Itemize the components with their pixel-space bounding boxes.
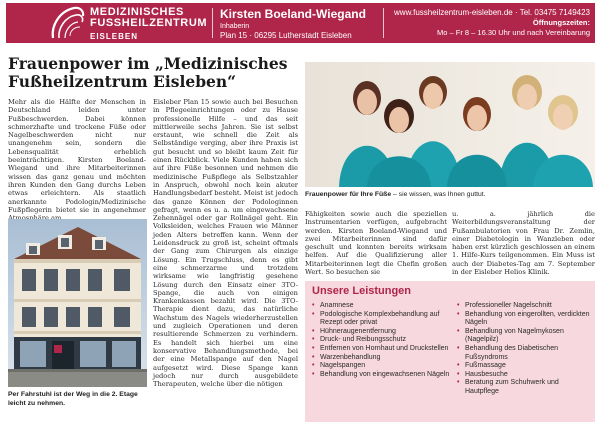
services-title: Unsere Leistungen <box>312 285 412 297</box>
brand-line-3: EISLEBEN <box>90 32 139 41</box>
service-item: • Behandlung des Diabetischen Fußsyndroms <box>457 345 591 362</box>
team-photo <box>305 62 595 187</box>
service-item: • Behandlung von eingewachsenen Nägeln <box>312 371 452 380</box>
service-item: • Entfernen von Hornhaut und Druckstellen <box>312 345 452 354</box>
services-box <box>305 281 595 422</box>
article-column-3: Fähigkeiten sowie auch die speziellen Instrumentarien verfügen, aufgebracht werden. Kirsten Boeland-Wiegand und zwei Mitarbeiterinnen sind dafür geschult und konnten bereits wirksam helfen. Auf die Qualifizierung aller Mitarbeiterinnen legt die Chefin großen Wert. So besuchen sie <box>305 210 447 277</box>
service-item: • Druck- und Reibungsschutz <box>312 336 452 345</box>
service-item: • Beratung zum Schuhwerk und Hautpflege <box>457 379 591 396</box>
owner-label: Inhaberin <box>220 23 250 30</box>
services-list-right <box>457 302 591 397</box>
building-photo <box>8 219 147 387</box>
service-item: • Behandlung von eingerollten, verdickten Nägeln <box>457 311 591 328</box>
team-caption-bold: Frauenpower für Ihre Füße <box>305 191 392 198</box>
header-divider <box>212 8 213 38</box>
hours-heading: Öffnungszeiten: <box>532 18 590 27</box>
service-item: • Professioneller Nagelschnitt <box>457 302 591 311</box>
service-item: • Hausbesuche <box>457 371 591 380</box>
service-item: • Behandlung von Nagelmykosen (Nagelpilz) <box>457 328 591 345</box>
service-item: • Fußmassage <box>457 362 591 371</box>
building-caption: Per Fahrstuhl ist der Weg in die 2. Etage leicht zu nehmen. <box>8 391 138 407</box>
article-column-4: u. a. jährlich die Weiterbildungsveranstaltung der Fußambulatorien von Frau Dr. Zemlin, einer Diabetologin in Wanzleben oder haben erst kürzlich geschlossen an einem 1. Hilfe-Kurs teilgenommen. Ein Muss ist auch der Diabetes-Tag am 7. September in der Eisleber Helios Klinik. <box>452 210 595 277</box>
article-column-2: Eisleber Plan 15 sowie auch bei Besuchen in Pflegeeinrichtungen oder zu Hause professionelle Hilfe – und das seit mittlerweile sechs Jahren. Sie ist selbst erstaunt, wie schnell die Zeit als Selbständige verging, aber ihre Praxis ist gut besucht und so bleibt kaum Zeit für einen Rückblick. Viele Kunden haben sich auf ihre Füße besonnen und nehmen die medizinische Fußpflege als Selbstzahler in Anspruch, obwohl noch kein akuter Handlungsbedarf besteht. Meist ist jedoch das ganze Können der Podologinnen gefragt, wenn es u. a. um eingewachsene Zehennägel oder gar Rollnägel geht. Ein Volksleiden, welches Frauen wie Männer jeden Alters betreffen kann. Wenn der Leidensdruck zu groß ist, scheint oftmals der Gang zum Chirurgen als einzige Lösung. Ein Trugschluss, denn es gibt eine schmerzarme und trotzdem wirksame wie langfristig gesehene Lösung durch den Einsatz einer 3TO-Spange, die auch von einigen Krankenkassen bezahlt wird. Die 3TO-Therapie dient dazu, das natürliche Wachstum des Nagels wiederherzustellen und zugleich Operationen und deren resultierende Schmerzen zu verhindern. Es handelt sich hierbei um eine konservative Behandlungsmethode, bei der eine Metallspange auf den Nagel aufgesetzt wird. Diese Spange kann jedoch nur durch ausgebildete Therapeuten, welche über die nötigen <box>153 98 298 389</box>
article-headline: Frauenpower im „Medizinisches Fußheilzentrum Eisleben“ <box>8 54 288 91</box>
service-item: • Nagelspangen <box>312 362 452 371</box>
owner-name: Kirsten Boeland-Wiegand <box>220 7 366 21</box>
services-list-left <box>312 302 452 379</box>
header-banner <box>6 3 595 43</box>
hours-text: Mo – Fr 8 – 16.30 Uhr und nach Vereinbarung <box>436 28 590 37</box>
service-item: • Anamnese <box>312 302 452 311</box>
service-item: • Hühneraugenentfernung <box>312 328 452 337</box>
service-item: • Podologische Komplexbehandlung auf Rezept oder privat <box>312 311 452 328</box>
contact-block <box>380 7 590 38</box>
foot-logo-icon <box>48 5 88 41</box>
team-photo-caption <box>305 190 595 199</box>
owner-block <box>220 7 366 41</box>
brand-name <box>90 7 207 42</box>
brand-line-2: FUSSHEILZENTRUM <box>90 17 208 29</box>
article-column-1: Mehr als die Hälfte der Menschen in Deutschland leiden unter Fußbeschwerden. Dabei können schmerzhafte und trockene Füße oder Nagelbeschwerden nicht nur unangenehm sein, sondern die Lebensqualität erheblich beeinträchtigen. Kirsten Boeland-Wiegand und ihre Mitarbeiterinnen wissen das ganz genau und möchten ihren Kunden den Gang durchs Leben etwas erleichtern. Als staatlich anerkannte Podologin/Medizinische Fußpflegerin bietet sie in angenehmer <box>8 98 146 214</box>
service-item: • Warzenbehandlung <box>312 354 452 363</box>
website-phone[interactable]: www.fussheilzentrum-eisleben.de · Tel. 03475 7149423 <box>394 8 590 17</box>
team-caption-rest: – sie wissen, was Ihnen guttut. <box>391 191 486 198</box>
owner-address: Plan 15 · 06295 Lutherstadt Eisleben <box>220 31 352 40</box>
brand-line-1: MEDIZINISCHES <box>90 6 184 18</box>
